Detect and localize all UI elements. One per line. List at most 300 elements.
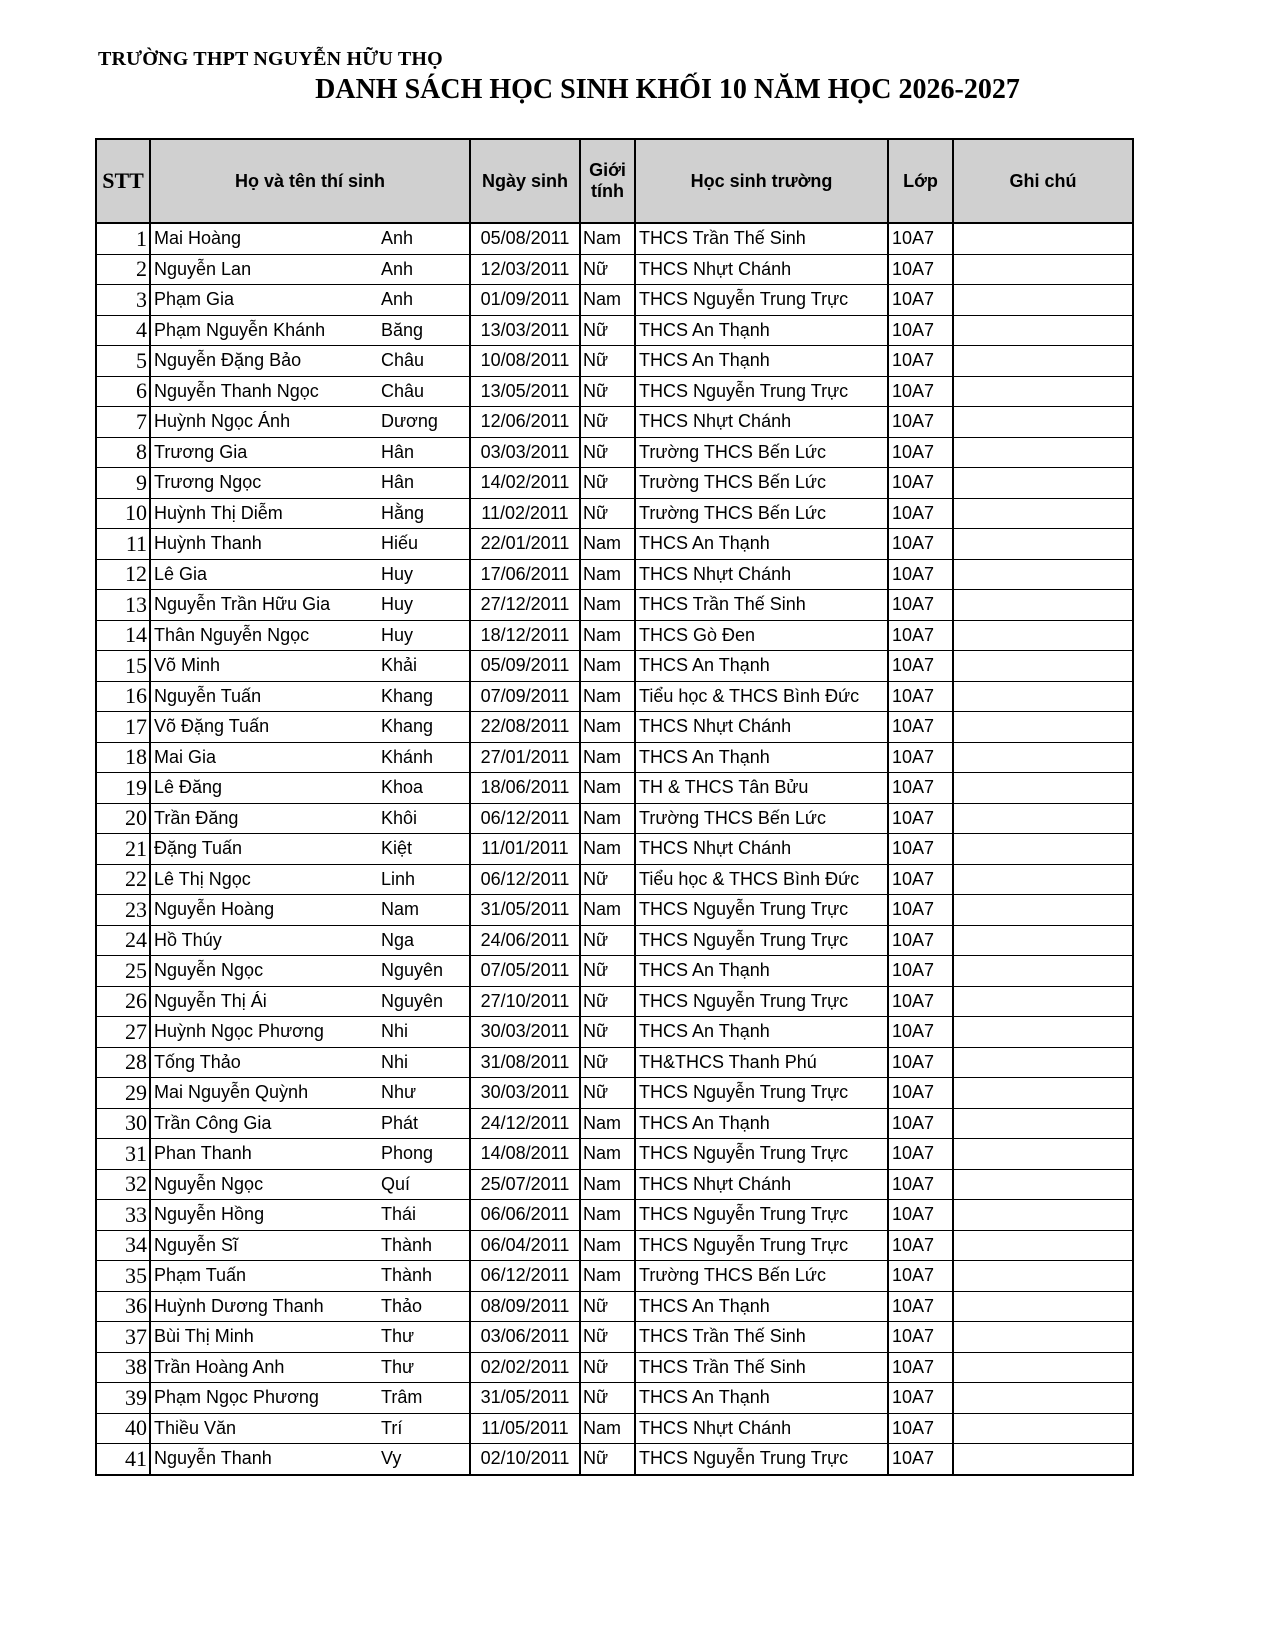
note-cell	[953, 1078, 1133, 1109]
school-cell: THCS Nguyễn Trung Trực	[635, 1444, 888, 1475]
given-name-cell: Nhi	[378, 1047, 470, 1078]
dob-cell: 17/06/2011	[470, 559, 580, 590]
table-row	[96, 803, 1133, 834]
school-cell: THCS An Thạnh	[635, 956, 888, 987]
stt-cell: 24	[96, 925, 150, 956]
given-name-cell: Vy	[378, 1444, 470, 1475]
stt-cell: 20	[96, 803, 150, 834]
dob-cell: 06/12/2011	[470, 864, 580, 895]
class-cell: 10A7	[888, 895, 953, 926]
given-name-cell: Hằng	[378, 498, 470, 529]
school-cell: THCS Nhựt Chánh	[635, 559, 888, 590]
dob-cell: 31/05/2011	[470, 895, 580, 926]
school-cell: THCS Nguyễn Trung Trực	[635, 1078, 888, 1109]
note-cell	[953, 559, 1133, 590]
note-cell	[953, 346, 1133, 377]
dob-cell: 31/08/2011	[470, 1047, 580, 1078]
class-cell: 10A7	[888, 407, 953, 438]
stt-cell: 41	[96, 1444, 150, 1475]
table-row	[96, 956, 1133, 987]
given-name-cell: Hân	[378, 468, 470, 499]
stt-cell: 3	[96, 285, 150, 316]
dob-cell: 27/10/2011	[470, 986, 580, 1017]
stt-cell: 31	[96, 1139, 150, 1170]
school-cell: THCS Nhựt Chánh	[635, 1169, 888, 1200]
class-cell: 10A7	[888, 559, 953, 590]
note-cell	[953, 1200, 1133, 1231]
class-cell: 10A7	[888, 803, 953, 834]
table-row	[96, 1169, 1133, 1200]
table-row	[96, 773, 1133, 804]
table-row	[96, 1047, 1133, 1078]
stt-cell: 15	[96, 651, 150, 682]
gender-cell: Nam	[580, 712, 635, 743]
stt-cell: 8	[96, 437, 150, 468]
stt-cell: 37	[96, 1322, 150, 1353]
gender-cell: Nữ	[580, 437, 635, 468]
note-cell	[953, 590, 1133, 621]
given-name-cell: Huy	[378, 590, 470, 621]
given-name-cell: Hiếu	[378, 529, 470, 560]
gender-cell: Nam	[580, 742, 635, 773]
given-name-cell: Huy	[378, 559, 470, 590]
note-cell	[953, 1261, 1133, 1292]
school-cell: THCS An Thạnh	[635, 1108, 888, 1139]
surname-cell: Nguyễn Ngọc	[150, 1169, 378, 1200]
table-row	[96, 742, 1133, 773]
given-name-cell: Khang	[378, 681, 470, 712]
dob-cell: 03/06/2011	[470, 1322, 580, 1353]
table-row	[96, 986, 1133, 1017]
note-cell	[953, 773, 1133, 804]
gender-cell: Nam	[580, 1108, 635, 1139]
dob-cell: 07/09/2011	[470, 681, 580, 712]
note-cell	[953, 468, 1133, 499]
gender-cell: Nữ	[580, 1291, 635, 1322]
dob-cell: 06/06/2011	[470, 1200, 580, 1231]
given-name-cell: Khoa	[378, 773, 470, 804]
note-cell	[953, 620, 1133, 651]
class-cell: 10A7	[888, 1047, 953, 1078]
gender-cell: Nam	[580, 223, 635, 254]
dob-cell: 06/12/2011	[470, 1261, 580, 1292]
gender-cell: Nam	[580, 1230, 635, 1261]
gender-cell: Nam	[580, 559, 635, 590]
school-cell: Trường THCS Bến Lức	[635, 498, 888, 529]
given-name-cell: Linh	[378, 864, 470, 895]
gender-cell: Nam	[580, 681, 635, 712]
surname-cell: Phạm Tuấn	[150, 1261, 378, 1292]
table-row	[96, 437, 1133, 468]
surname-cell: Nguyễn Thanh Ngọc	[150, 376, 378, 407]
table-row	[96, 254, 1133, 285]
gender-cell: Nữ	[580, 1322, 635, 1353]
school-name: TRƯỜNG THPT NGUYỄN HỮU THỌ	[98, 48, 443, 70]
school-cell: THCS Nhựt Chánh	[635, 407, 888, 438]
header-school: Học sinh trường	[635, 139, 888, 223]
stt-cell: 25	[96, 956, 150, 987]
table-row	[96, 712, 1133, 743]
given-name-cell: Phát	[378, 1108, 470, 1139]
gender-cell: Nữ	[580, 1047, 635, 1078]
stt-cell: 36	[96, 1291, 150, 1322]
stt-cell: 2	[96, 254, 150, 285]
given-name-cell: Thành	[378, 1261, 470, 1292]
note-cell	[953, 223, 1133, 254]
class-cell: 10A7	[888, 346, 953, 377]
school-cell: THCS Nguyễn Trung Trực	[635, 1139, 888, 1170]
given-name-cell: Nam	[378, 895, 470, 926]
note-cell	[953, 651, 1133, 682]
class-cell: 10A7	[888, 285, 953, 316]
class-cell: 10A7	[888, 1444, 953, 1475]
surname-cell: Trương Gia	[150, 437, 378, 468]
stt-cell: 22	[96, 864, 150, 895]
given-name-cell: Nhi	[378, 1017, 470, 1048]
gender-cell: Nam	[580, 1413, 635, 1444]
school-cell: THCS Nguyễn Trung Trực	[635, 925, 888, 956]
dob-cell: 02/02/2011	[470, 1352, 580, 1383]
dob-cell: 10/08/2011	[470, 346, 580, 377]
table-row	[96, 223, 1133, 254]
table-row	[96, 529, 1133, 560]
table-row	[96, 681, 1133, 712]
dob-cell: 05/09/2011	[470, 651, 580, 682]
stt-cell: 28	[96, 1047, 150, 1078]
school-cell: THCS Nhựt Chánh	[635, 1413, 888, 1444]
surname-cell: Võ Đặng Tuấn	[150, 712, 378, 743]
class-cell: 10A7	[888, 986, 953, 1017]
stt-cell: 30	[96, 1108, 150, 1139]
surname-cell: Nguyễn Trần Hữu Gia	[150, 590, 378, 621]
table-row	[96, 620, 1133, 651]
note-cell	[953, 712, 1133, 743]
stt-cell: 7	[96, 407, 150, 438]
surname-cell: Nguyễn Đặng Bảo	[150, 346, 378, 377]
school-cell: THCS Nhựt Chánh	[635, 712, 888, 743]
table-row	[96, 864, 1133, 895]
gender-cell: Nữ	[580, 407, 635, 438]
note-cell	[953, 437, 1133, 468]
school-cell: Trường THCS Bến Lức	[635, 468, 888, 499]
note-cell	[953, 742, 1133, 773]
class-cell: 10A7	[888, 1200, 953, 1231]
note-cell	[953, 1291, 1133, 1322]
given-name-cell: Băng	[378, 315, 470, 346]
surname-cell: Mai Nguyễn Quỳnh	[150, 1078, 378, 1109]
surname-cell: Thiều Văn	[150, 1413, 378, 1444]
stt-cell: 17	[96, 712, 150, 743]
gender-cell: Nam	[580, 1200, 635, 1231]
school-cell: Tiểu học & THCS Bình Đức	[635, 864, 888, 895]
class-cell: 10A7	[888, 925, 953, 956]
school-cell: THCS Gò Đen	[635, 620, 888, 651]
given-name-cell: Quí	[378, 1169, 470, 1200]
gender-cell: Nam	[580, 1139, 635, 1170]
given-name-cell: Thành	[378, 1230, 470, 1261]
dob-cell: 27/01/2011	[470, 742, 580, 773]
stt-cell: 21	[96, 834, 150, 865]
given-name-cell: Huy	[378, 620, 470, 651]
table-row	[96, 407, 1133, 438]
class-cell: 10A7	[888, 864, 953, 895]
table-row	[96, 895, 1133, 926]
gender-cell: Nữ	[580, 346, 635, 377]
school-cell: THCS Nhựt Chánh	[635, 834, 888, 865]
dob-cell: 27/12/2011	[470, 590, 580, 621]
surname-cell: Nguyễn Lan	[150, 254, 378, 285]
dob-cell: 30/03/2011	[470, 1017, 580, 1048]
given-name-cell: Kiệt	[378, 834, 470, 865]
school-cell: THCS Trần Thế Sinh	[635, 1352, 888, 1383]
class-cell: 10A7	[888, 468, 953, 499]
given-name-cell: Thảo	[378, 1291, 470, 1322]
surname-cell: Mai Gia	[150, 742, 378, 773]
table-row	[96, 1444, 1133, 1475]
gender-cell: Nam	[580, 529, 635, 560]
given-name-cell: Anh	[378, 285, 470, 316]
note-cell	[953, 254, 1133, 285]
note-cell	[953, 803, 1133, 834]
surname-cell: Trương Ngọc	[150, 468, 378, 499]
dob-cell: 30/03/2011	[470, 1078, 580, 1109]
stt-cell: 27	[96, 1017, 150, 1048]
dob-cell: 25/07/2011	[470, 1169, 580, 1200]
dob-cell: 31/05/2011	[470, 1383, 580, 1414]
given-name-cell: Dương	[378, 407, 470, 438]
table-row	[96, 315, 1133, 346]
table-row	[96, 1139, 1133, 1170]
stt-cell: 29	[96, 1078, 150, 1109]
dob-cell: 02/10/2011	[470, 1444, 580, 1475]
class-cell: 10A7	[888, 376, 953, 407]
table-row	[96, 1261, 1133, 1292]
school-cell: THCS Nguyễn Trung Trực	[635, 1230, 888, 1261]
stt-cell: 16	[96, 681, 150, 712]
note-cell	[953, 834, 1133, 865]
gender-cell: Nữ	[580, 498, 635, 529]
surname-cell: Nguyễn Hồng	[150, 1200, 378, 1231]
surname-cell: Huỳnh Ngọc Ánh	[150, 407, 378, 438]
stt-cell: 1	[96, 223, 150, 254]
note-cell	[953, 895, 1133, 926]
note-cell	[953, 1169, 1133, 1200]
surname-cell: Phạm Gia	[150, 285, 378, 316]
class-cell: 10A7	[888, 834, 953, 865]
gender-cell: Nam	[580, 895, 635, 926]
note-cell	[953, 956, 1133, 987]
note-cell	[953, 864, 1133, 895]
surname-cell: Phạm Nguyễn Khánh	[150, 315, 378, 346]
class-cell: 10A7	[888, 1017, 953, 1048]
gender-cell: Nữ	[580, 315, 635, 346]
class-cell: 10A7	[888, 1383, 953, 1414]
class-cell: 10A7	[888, 437, 953, 468]
surname-cell: Trần Hoàng Anh	[150, 1352, 378, 1383]
given-name-cell: Anh	[378, 223, 470, 254]
school-cell: THCS Nhựt Chánh	[635, 254, 888, 285]
dob-cell: 08/09/2011	[470, 1291, 580, 1322]
stt-cell: 32	[96, 1169, 150, 1200]
note-cell	[953, 1352, 1133, 1383]
table-row	[96, 498, 1133, 529]
stt-cell: 14	[96, 620, 150, 651]
surname-cell: Trần Đăng	[150, 803, 378, 834]
surname-cell: Nguyễn Hoàng	[150, 895, 378, 926]
surname-cell: Đặng Tuấn	[150, 834, 378, 865]
dob-cell: 13/05/2011	[470, 376, 580, 407]
gender-cell: Nam	[580, 834, 635, 865]
surname-cell: Lê Thị Ngọc	[150, 864, 378, 895]
note-cell	[953, 1017, 1133, 1048]
given-name-cell: Thư	[378, 1322, 470, 1353]
surname-cell: Lê Gia	[150, 559, 378, 590]
class-cell: 10A7	[888, 315, 953, 346]
dob-cell: 11/02/2011	[470, 498, 580, 529]
gender-cell: Nữ	[580, 956, 635, 987]
school-cell: Trường THCS Bến Lức	[635, 803, 888, 834]
given-name-cell: Nguyên	[378, 956, 470, 987]
stt-cell: 34	[96, 1230, 150, 1261]
stt-cell: 39	[96, 1383, 150, 1414]
table-row	[96, 590, 1133, 621]
given-name-cell: Khôi	[378, 803, 470, 834]
dob-cell: 01/09/2011	[470, 285, 580, 316]
gender-cell: Nữ	[580, 1383, 635, 1414]
gender-cell: Nữ	[580, 925, 635, 956]
class-cell: 10A7	[888, 254, 953, 285]
note-cell	[953, 498, 1133, 529]
school-cell: THCS Nguyễn Trung Trực	[635, 986, 888, 1017]
school-cell: THCS An Thạnh	[635, 529, 888, 560]
gender-cell: Nam	[580, 773, 635, 804]
gender-cell: Nam	[580, 803, 635, 834]
class-cell: 10A7	[888, 529, 953, 560]
surname-cell: Huỳnh Thị Diễm	[150, 498, 378, 529]
gender-cell: Nữ	[580, 986, 635, 1017]
class-cell: 10A7	[888, 590, 953, 621]
stt-cell: 5	[96, 346, 150, 377]
stt-cell: 35	[96, 1261, 150, 1292]
header-name: Họ và tên thí sinh	[150, 139, 470, 223]
class-cell: 10A7	[888, 1169, 953, 1200]
school-cell: THCS An Thạnh	[635, 1383, 888, 1414]
table-row	[96, 1352, 1133, 1383]
note-cell	[953, 1444, 1133, 1475]
table-row	[96, 376, 1133, 407]
header-gender-line2: tính	[591, 181, 624, 201]
dob-cell: 07/05/2011	[470, 956, 580, 987]
school-cell: THCS An Thạnh	[635, 651, 888, 682]
table-row	[96, 834, 1133, 865]
note-cell	[953, 1413, 1133, 1444]
stt-cell: 11	[96, 529, 150, 560]
gender-cell: Nữ	[580, 1444, 635, 1475]
stt-cell: 4	[96, 315, 150, 346]
dob-cell: 14/02/2011	[470, 468, 580, 499]
stt-cell: 10	[96, 498, 150, 529]
dob-cell: 06/12/2011	[470, 803, 580, 834]
school-cell: THCS Nguyễn Trung Trực	[635, 1200, 888, 1231]
dob-cell: 13/03/2011	[470, 315, 580, 346]
dob-cell: 11/05/2011	[470, 1413, 580, 1444]
school-cell: THCS Nguyễn Trung Trực	[635, 895, 888, 926]
stt-cell: 38	[96, 1352, 150, 1383]
dob-cell: 06/04/2011	[470, 1230, 580, 1261]
given-name-cell: Châu	[378, 346, 470, 377]
class-cell: 10A7	[888, 1413, 953, 1444]
class-cell: 10A7	[888, 1291, 953, 1322]
class-cell: 10A7	[888, 742, 953, 773]
header-gender-line1: Giới	[589, 160, 626, 180]
note-cell	[953, 529, 1133, 560]
table-row	[96, 1230, 1133, 1261]
dob-cell: 18/12/2011	[470, 620, 580, 651]
given-name-cell: Thư	[378, 1352, 470, 1383]
table-row	[96, 1200, 1133, 1231]
class-cell: 10A7	[888, 651, 953, 682]
header-class: Lớp	[888, 139, 953, 223]
surname-cell: Phan Thanh	[150, 1139, 378, 1170]
dob-cell: 14/08/2011	[470, 1139, 580, 1170]
gender-cell: Nam	[580, 620, 635, 651]
stt-cell: 40	[96, 1413, 150, 1444]
surname-cell: Bùi Thị Minh	[150, 1322, 378, 1353]
stt-cell: 26	[96, 986, 150, 1017]
class-cell: 10A7	[888, 773, 953, 804]
surname-cell: Nguyễn Thanh	[150, 1444, 378, 1475]
table-row	[96, 468, 1133, 499]
gender-cell: Nam	[580, 285, 635, 316]
given-name-cell: Trâm	[378, 1383, 470, 1414]
surname-cell: Nguyễn Sĩ	[150, 1230, 378, 1261]
dob-cell: 12/06/2011	[470, 407, 580, 438]
header-stt: STT	[96, 139, 150, 223]
dob-cell: 11/01/2011	[470, 834, 580, 865]
header-note: Ghi chú	[953, 139, 1133, 223]
dob-cell: 05/08/2011	[470, 223, 580, 254]
given-name-cell: Phong	[378, 1139, 470, 1170]
stt-cell: 13	[96, 590, 150, 621]
note-cell	[953, 285, 1133, 316]
surname-cell: Huỳnh Dương Thanh	[150, 1291, 378, 1322]
stt-cell: 23	[96, 895, 150, 926]
table-row	[96, 1383, 1133, 1414]
class-cell: 10A7	[888, 1261, 953, 1292]
note-cell	[953, 407, 1133, 438]
note-cell	[953, 1383, 1133, 1414]
table-row	[96, 1108, 1133, 1139]
header-gender	[580, 139, 635, 223]
school-cell: THCS Trần Thế Sinh	[635, 1322, 888, 1353]
class-cell: 10A7	[888, 1352, 953, 1383]
school-cell: THCS Trần Thế Sinh	[635, 590, 888, 621]
class-cell: 10A7	[888, 681, 953, 712]
surname-cell: Mai Hoàng	[150, 223, 378, 254]
gender-cell: Nam	[580, 1169, 635, 1200]
gender-cell: Nữ	[580, 376, 635, 407]
surname-cell: Tống Thảo	[150, 1047, 378, 1078]
gender-cell: Nữ	[580, 468, 635, 499]
table-header-row	[96, 139, 1133, 223]
school-cell: THCS An Thạnh	[635, 346, 888, 377]
given-name-cell: Anh	[378, 254, 470, 285]
gender-cell: Nữ	[580, 1017, 635, 1048]
stt-cell: 12	[96, 559, 150, 590]
surname-cell: Trần Công Gia	[150, 1108, 378, 1139]
table-row	[96, 285, 1133, 316]
student-table	[95, 138, 1134, 1476]
